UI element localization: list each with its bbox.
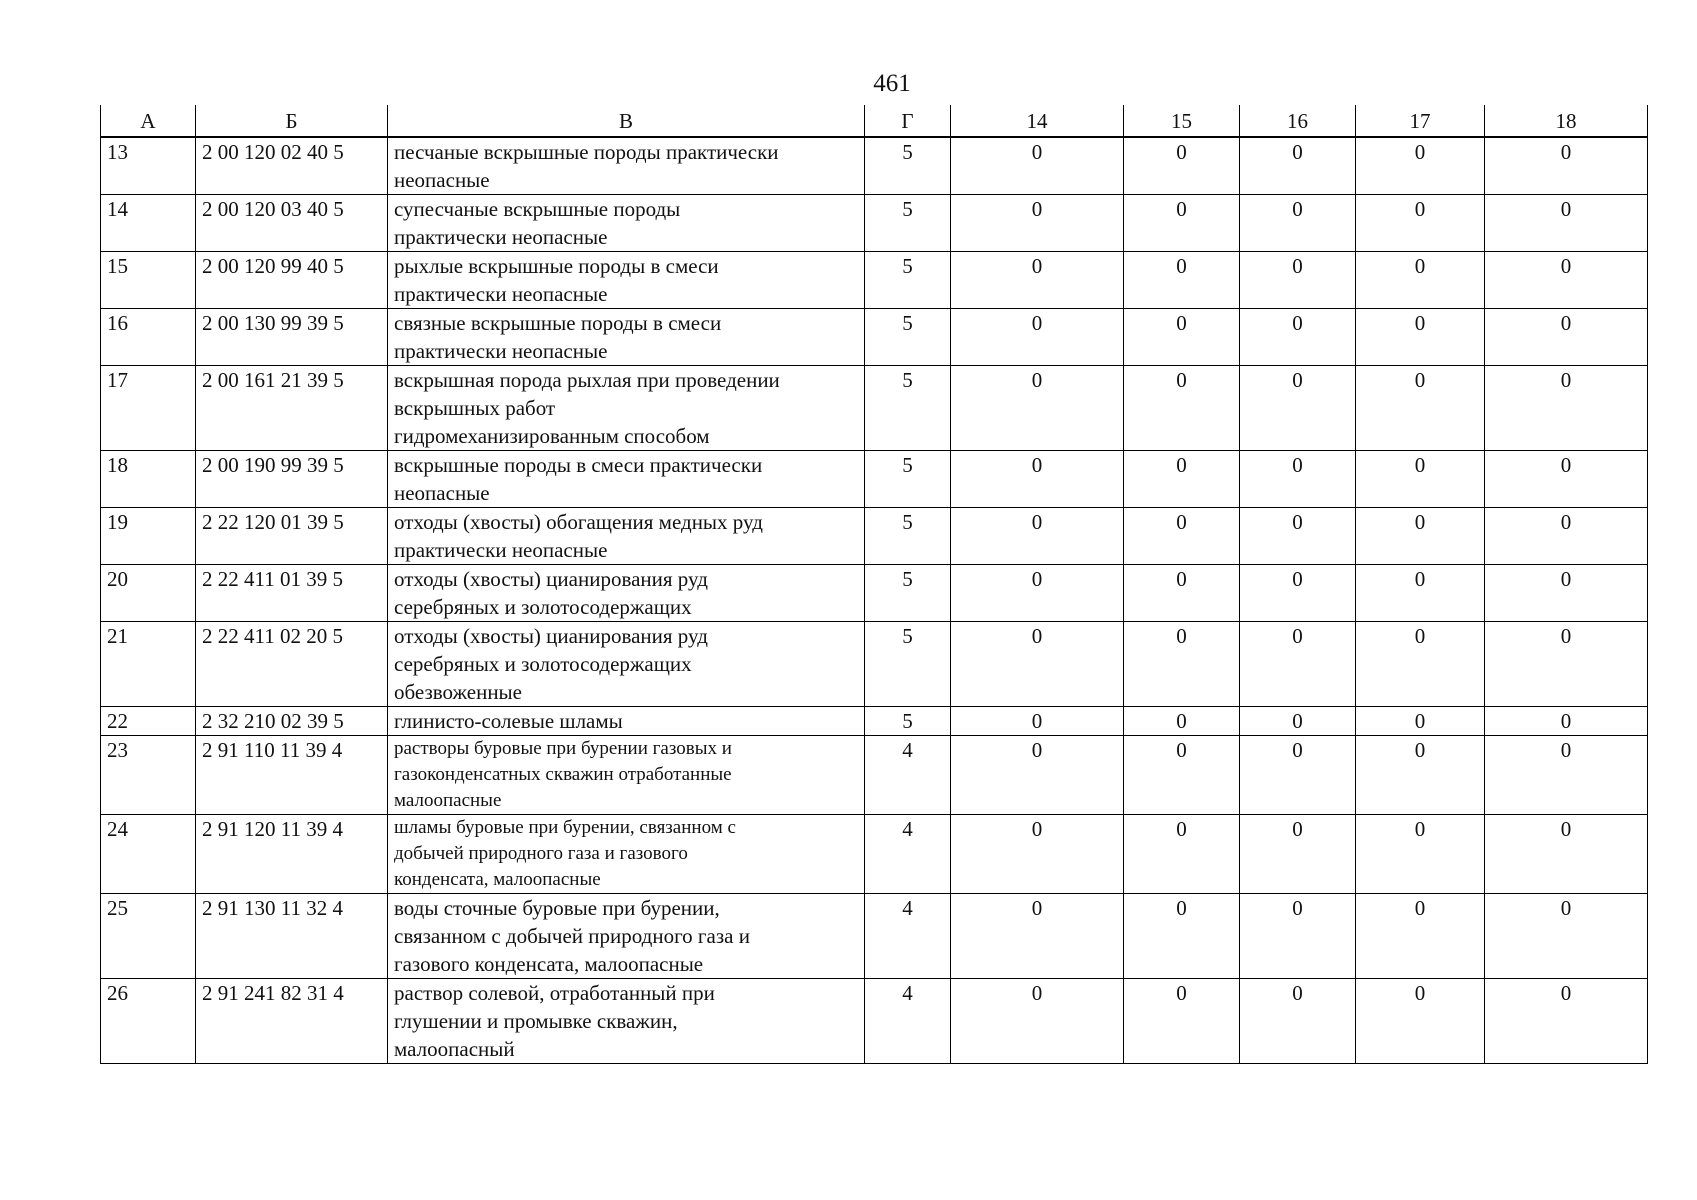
table-header: [101, 105, 1648, 137]
hazard-class-cell: 5: [865, 565, 951, 622]
table-row: [101, 195, 1648, 252]
col-15-cell: 0: [1124, 979, 1240, 1064]
table-row: [101, 979, 1648, 1064]
waste-name-cell: [388, 979, 865, 1064]
row-number-cell: 23: [101, 736, 196, 815]
row-number-cell: 14: [101, 195, 196, 252]
waste-name-line: растворы буровые при бурении газовых и: [394, 738, 732, 759]
col-14-cell: 0: [951, 736, 1124, 815]
waste-name-line: вскрышных работ: [394, 396, 556, 420]
table-row: [101, 736, 1648, 815]
col-15-cell: 0: [1124, 252, 1240, 309]
col-14-cell: 0: [951, 137, 1124, 195]
row-number-cell: 17: [101, 366, 196, 451]
waste-name-cell: [388, 622, 865, 707]
waste-code-cell: 2 00 161 21 39 5: [196, 366, 388, 451]
row-number-cell: 20: [101, 565, 196, 622]
waste-code-cell: 2 91 241 82 31 4: [196, 979, 388, 1064]
waste-name-line: песчаные вскрышные породы практически: [394, 140, 779, 164]
col-16-cell: 0: [1240, 565, 1356, 622]
waste-name-line: вскрышные породы в смеси практически: [394, 453, 763, 477]
col-17-cell: 0: [1356, 565, 1485, 622]
table-row: [101, 707, 1648, 736]
col-18-cell: 0: [1485, 894, 1648, 979]
col-16-cell: 0: [1240, 707, 1356, 736]
col-17-cell: 0: [1356, 622, 1485, 707]
col-17-cell: 0: [1356, 195, 1485, 252]
waste-name-line: добычей природного газа и газового: [394, 843, 688, 864]
col-18-cell: 0: [1485, 736, 1648, 815]
waste-name-line: практически неопасные: [394, 538, 608, 562]
waste-name-cell: [388, 508, 865, 565]
table-row: [101, 565, 1648, 622]
hazard-class-cell: 4: [865, 736, 951, 815]
waste-code-cell: 2 22 411 02 20 5: [196, 622, 388, 707]
col-15-cell: 0: [1124, 137, 1240, 195]
row-number-cell: 22: [101, 707, 196, 736]
waste-name-line: супесчаные вскрышные породы: [394, 197, 681, 221]
waste-name-line: отходы (хвосты) обогащения медных руд: [394, 510, 763, 534]
waste-name-line: гидромеханизированным способом: [394, 424, 710, 448]
col-15-cell: 0: [1124, 451, 1240, 508]
col-16-cell: 0: [1240, 979, 1356, 1064]
hazard-class-cell: 4: [865, 979, 951, 1064]
waste-name-cell: [388, 707, 865, 736]
waste-name-cell: [388, 736, 865, 815]
col-18-cell: 0: [1485, 309, 1648, 366]
col-15-cell: 0: [1124, 815, 1240, 894]
col-17-cell: 0: [1356, 366, 1485, 451]
col-17-cell: 0: [1356, 309, 1485, 366]
col-16-cell: 0: [1240, 736, 1356, 815]
waste-name-line: глинисто-солевые шламы: [394, 709, 623, 733]
waste-name-line: раствор солевой, отработанный при: [394, 981, 715, 1005]
waste-table: [100, 105, 1648, 1064]
col-15-cell: 0: [1124, 707, 1240, 736]
waste-code-cell: 2 00 120 03 40 5: [196, 195, 388, 252]
waste-name-line: неопасные: [394, 481, 490, 505]
table-row: [101, 366, 1648, 451]
waste-code-cell: 2 00 120 02 40 5: [196, 137, 388, 195]
row-number-cell: 26: [101, 979, 196, 1064]
waste-name-cell: [388, 815, 865, 894]
waste-code-cell: 2 00 130 99 39 5: [196, 309, 388, 366]
table-row: [101, 309, 1648, 366]
col-14-cell: 0: [951, 309, 1124, 366]
col-14-cell: 0: [951, 565, 1124, 622]
col-17-cell: 0: [1356, 252, 1485, 309]
col-18-cell: 0: [1485, 565, 1648, 622]
col-16-cell: 0: [1240, 451, 1356, 508]
col-14-cell: 0: [951, 894, 1124, 979]
col-16-cell: 0: [1240, 622, 1356, 707]
table-row: [101, 252, 1648, 309]
waste-name-line: серебряных и золотосодержащих: [394, 595, 692, 619]
col-16-cell: 0: [1240, 195, 1356, 252]
hazard-class-cell: 5: [865, 366, 951, 451]
row-number-cell: 15: [101, 252, 196, 309]
col-14-cell: 0: [951, 366, 1124, 451]
col-18-cell: 0: [1485, 815, 1648, 894]
waste-name-line: связные вскрышные породы в смеси: [394, 311, 722, 335]
col-17-cell: 0: [1356, 979, 1485, 1064]
waste-name-line: практически неопасные: [394, 225, 608, 249]
header-col-b: Б: [196, 105, 388, 137]
waste-name-line: связанном с добычей природного газа и: [394, 924, 750, 948]
hazard-class-cell: 4: [865, 815, 951, 894]
hazard-class-cell: 5: [865, 451, 951, 508]
waste-name-line: малоопасные: [394, 790, 502, 811]
col-14-cell: 0: [951, 508, 1124, 565]
col-17-cell: 0: [1356, 451, 1485, 508]
waste-name-cell: [388, 894, 865, 979]
col-14-cell: 0: [951, 979, 1124, 1064]
hazard-class-cell: 5: [865, 622, 951, 707]
waste-name-line: газоконденсатных скважин отработанные: [394, 764, 732, 785]
hazard-class-cell: 5: [865, 508, 951, 565]
header-col-16: 16: [1240, 105, 1356, 137]
header-col-14: 14: [951, 105, 1124, 137]
col-18-cell: 0: [1485, 195, 1648, 252]
col-16-cell: 0: [1240, 309, 1356, 366]
waste-name-line: глушении и промывке скважин,: [394, 1009, 678, 1033]
waste-name-line: отходы (хвосты) цианирования руд: [394, 624, 708, 648]
waste-name-line: обезвоженные: [394, 680, 522, 704]
header-row: [101, 105, 1648, 137]
hazard-class-cell: 4: [865, 894, 951, 979]
waste-code-cell: 2 00 190 99 39 5: [196, 451, 388, 508]
col-17-cell: 0: [1356, 894, 1485, 979]
col-16-cell: 0: [1240, 508, 1356, 565]
waste-name-cell: [388, 309, 865, 366]
hazard-class-cell: 5: [865, 137, 951, 195]
header-col-g: Г: [865, 105, 951, 137]
col-18-cell: 0: [1485, 366, 1648, 451]
header-col-v: В: [388, 105, 865, 137]
waste-name-cell: [388, 137, 865, 195]
table-row: [101, 137, 1648, 195]
col-14-cell: 0: [951, 195, 1124, 252]
col-15-cell: 0: [1124, 508, 1240, 565]
table-row: [101, 815, 1648, 894]
table-body: [101, 137, 1648, 1064]
col-14-cell: 0: [951, 815, 1124, 894]
hazard-class-cell: 5: [865, 252, 951, 309]
waste-name-line: вскрышная порода рыхлая при проведении: [394, 368, 780, 392]
waste-name-line: отходы (хвосты) цианирования руд: [394, 567, 708, 591]
waste-name-line: практически неопасные: [394, 282, 608, 306]
row-number-cell: 16: [101, 309, 196, 366]
col-18-cell: 0: [1485, 622, 1648, 707]
col-16-cell: 0: [1240, 252, 1356, 309]
waste-name-line: шламы буровые при бурении, связанном с: [394, 817, 736, 838]
col-18-cell: 0: [1485, 508, 1648, 565]
header-col-a: А: [101, 105, 196, 137]
col-17-cell: 0: [1356, 736, 1485, 815]
col-18-cell: 0: [1485, 707, 1648, 736]
waste-code-cell: 2 91 120 11 39 4: [196, 815, 388, 894]
waste-code-cell: 2 32 210 02 39 5: [196, 707, 388, 736]
waste-name-line: воды сточные буровые при бурении,: [394, 896, 720, 920]
waste-name-line: неопасные: [394, 168, 490, 192]
row-number-cell: 19: [101, 508, 196, 565]
header-col-15: 15: [1124, 105, 1240, 137]
row-number-cell: 18: [101, 451, 196, 508]
col-15-cell: 0: [1124, 736, 1240, 815]
waste-name-line: серебряных и золотосодержащих: [394, 652, 692, 676]
col-15-cell: 0: [1124, 565, 1240, 622]
col-17-cell: 0: [1356, 707, 1485, 736]
header-col-18: 18: [1485, 105, 1648, 137]
header-col-17: 17: [1356, 105, 1485, 137]
waste-name-cell: [388, 366, 865, 451]
row-number-cell: 25: [101, 894, 196, 979]
hazard-class-cell: 5: [865, 309, 951, 366]
waste-name-line: конденсата, малоопасные: [394, 869, 601, 890]
waste-name-cell: [388, 565, 865, 622]
waste-name-line: практически неопасные: [394, 339, 608, 363]
col-17-cell: 0: [1356, 508, 1485, 565]
table-row: [101, 622, 1648, 707]
col-16-cell: 0: [1240, 894, 1356, 979]
table-row: [101, 894, 1648, 979]
col-16-cell: 0: [1240, 815, 1356, 894]
col-16-cell: 0: [1240, 137, 1356, 195]
row-number-cell: 13: [101, 137, 196, 195]
table-row: [101, 508, 1648, 565]
row-number-cell: 21: [101, 622, 196, 707]
waste-code-cell: 2 91 130 11 32 4: [196, 894, 388, 979]
col-14-cell: 0: [951, 451, 1124, 508]
waste-code-cell: 2 00 120 99 40 5: [196, 252, 388, 309]
waste-name-cell: [388, 252, 865, 309]
col-17-cell: 0: [1356, 815, 1485, 894]
hazard-class-cell: 5: [865, 707, 951, 736]
waste-name-line: рыхлые вскрышные породы в смеси: [394, 254, 719, 278]
col-15-cell: 0: [1124, 894, 1240, 979]
hazard-class-cell: 5: [865, 195, 951, 252]
col-18-cell: 0: [1485, 979, 1648, 1064]
col-15-cell: 0: [1124, 622, 1240, 707]
col-14-cell: 0: [951, 252, 1124, 309]
col-15-cell: 0: [1124, 309, 1240, 366]
col-17-cell: 0: [1356, 137, 1485, 195]
col-18-cell: 0: [1485, 252, 1648, 309]
col-14-cell: 0: [951, 707, 1124, 736]
col-14-cell: 0: [951, 622, 1124, 707]
waste-name-line: газового конденсата, малоопасные: [394, 952, 704, 976]
row-number-cell: 24: [101, 815, 196, 894]
table-row: [101, 451, 1648, 508]
waste-code-cell: 2 22 411 01 39 5: [196, 565, 388, 622]
waste-code-cell: 2 22 120 01 39 5: [196, 508, 388, 565]
col-18-cell: 0: [1485, 451, 1648, 508]
col-18-cell: 0: [1485, 137, 1648, 195]
page-number: 461: [873, 70, 911, 97]
waste-name-cell: [388, 195, 865, 252]
col-15-cell: 0: [1124, 366, 1240, 451]
col-16-cell: 0: [1240, 366, 1356, 451]
col-15-cell: 0: [1124, 195, 1240, 252]
waste-name-line: малоопасный: [394, 1037, 515, 1061]
waste-name-cell: [388, 451, 865, 508]
waste-code-cell: 2 91 110 11 39 4: [196, 736, 388, 815]
